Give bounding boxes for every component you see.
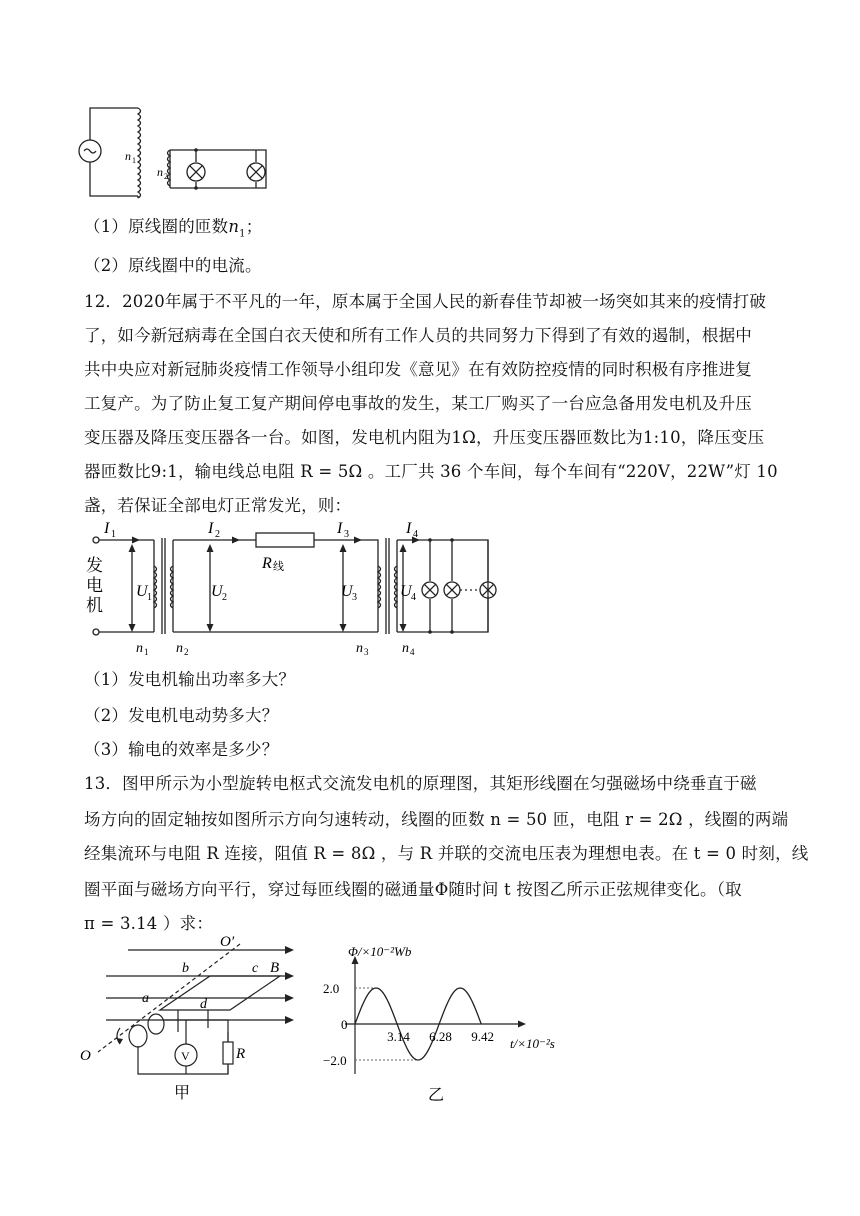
primary-coil-icon	[138, 108, 141, 198]
I4-subscript: 4	[413, 529, 418, 540]
I2-subscript: 2	[215, 529, 220, 540]
slip-ring-icon	[129, 1025, 147, 1047]
q12-sub3: （3）输电的效率是多少？	[84, 740, 279, 759]
q13-line-2: 场方向的固定轴按如图所示方向匀速转动，线圈的匝数 n = 50 匝，电阻 r = 2Ω ，线圈的两端	[84, 810, 789, 829]
R-line-label: R	[262, 555, 272, 572]
n1-label: n	[125, 149, 131, 163]
n4-label: n	[402, 641, 409, 656]
x-tick-label: 9.42	[471, 1029, 494, 1044]
generator-label-3: 机	[86, 596, 103, 615]
n1-label: n	[136, 641, 143, 656]
c-label: c	[252, 961, 259, 976]
q12-line-4: 工复产。为了防止复工复产期间停电事故的发生，某工厂购买了一台应急备用发电机及升压	[84, 394, 752, 413]
terminal-icon	[93, 537, 99, 543]
n2-subscript: 2	[164, 172, 168, 181]
slip-ring-icon	[148, 1014, 164, 1034]
n1-subscript: 1	[132, 156, 136, 165]
I3-subscript: 3	[344, 529, 349, 540]
U3-label: U	[341, 583, 353, 600]
B-label: B	[270, 960, 280, 976]
y-tick-label: 0	[341, 1017, 348, 1032]
U3-subscript: 3	[352, 592, 357, 603]
figure-caption-yi: 乙	[428, 1087, 445, 1104]
y-tick-label: −2.0	[323, 1053, 347, 1068]
n2-label: n	[176, 641, 183, 656]
R-label: R	[236, 1046, 246, 1062]
U1-subscript: 1	[147, 592, 152, 603]
generator-principle-figure	[78, 932, 308, 1102]
n2-subscript: 2	[184, 647, 189, 657]
line-resistor-icon	[256, 533, 314, 547]
a-label: a	[142, 991, 149, 1006]
q13-line-4: 圈平面与磁场方向平行，穿过每匝线圈的磁通量Φ随时间 t 按图乙所示正弦规律变化。（取	[84, 880, 742, 899]
I1-label: I	[104, 520, 110, 537]
U2-label: U	[211, 583, 223, 600]
U2-subscript: 2	[222, 592, 227, 603]
I1-subscript: 1	[111, 529, 116, 540]
V-label: V	[181, 1049, 190, 1063]
q12-line-5: 变压器及降压变压器各一台。如图，发电机内阻为1Ω，升压变压器匝数比为1:10，降压变压	[84, 428, 765, 447]
y-axis-label: Φ/×10⁻²Wb	[348, 944, 412, 959]
U1-label: U	[136, 583, 148, 600]
q12-sub2: （2）发电机电动势多大？	[84, 706, 279, 725]
I4-label: I	[406, 520, 412, 537]
I2-label: I	[208, 520, 214, 537]
b-label: b	[182, 961, 189, 976]
q12-line-6: 器匝数比9:1，输电线总电阻 R = 5Ω 。工厂共 36 个车间，每个车间有“220V，22W”灯 10	[84, 462, 778, 481]
q12-line-7: 盏，若保证全部电灯正常发光，则：	[84, 496, 352, 515]
q11-sub2: （2）原线圈中的电流。	[84, 256, 262, 275]
n3-subscript: 3	[364, 647, 369, 657]
q12-line-1: 12．2020年属于不平凡的一年，原本属于全国人民的新春佳节却被一场突如其来的疫情打破	[84, 292, 767, 311]
figure-caption-jia: 甲	[174, 1085, 191, 1102]
generator-label-1: 发	[86, 556, 103, 575]
x-axis-label: t/×10⁻²s	[510, 1036, 555, 1051]
n4-subscript: 4	[410, 647, 415, 657]
U4-label: U	[400, 583, 412, 600]
q11-sub1: （1）原线圈的匝数$n_1$；	[84, 217, 263, 240]
x-tick-label: 6.28	[429, 1029, 452, 1044]
n2-label: n	[157, 165, 163, 179]
q13-line-5: π = 3.14 ）求：	[84, 914, 214, 933]
q13-line-3: 经集流环与电阻 R 连接，阻值 R = 8Ω ，与 R 并联的交流电压表为理想电表。在 t = 0 时刻，线	[84, 844, 809, 863]
q12-line-3: 共中央应对新冠肺炎疫情工作领导小组印发《意见》在有效防控疫情的同时积极有序推进复	[84, 360, 752, 379]
q12-sub1: （1）发电机输出功率多大？	[84, 670, 296, 689]
transformer-figure	[76, 98, 276, 206]
coil-loop-icon	[160, 976, 280, 1010]
U4-subscript: 4	[411, 592, 416, 603]
flux-chart	[320, 944, 580, 1104]
I3-label: I	[337, 520, 343, 537]
R-line-subscript: 线	[273, 561, 284, 573]
resistor-icon	[223, 1042, 233, 1064]
O-prime-label: O′	[220, 934, 235, 950]
n1-subscript: 1	[144, 647, 149, 657]
x-tick-label: 3.14	[387, 1029, 410, 1044]
transmission-circuit-figure	[80, 518, 500, 658]
n3-label: n	[356, 641, 363, 656]
d-label: d	[200, 997, 207, 1012]
y-tick-label: 2.0	[323, 981, 340, 996]
O-label: O	[80, 1048, 91, 1064]
q12-line-2: 了，如今新冠病毒在全国白衣天使和所有工作人员的共同努力下得到了有效的遏制，根据中	[84, 326, 752, 345]
q13-line-1: 13．图甲所示为小型旋转电枢式交流发电机的原理图，其矩形线圈在匀强磁场中绕垂直于磁	[84, 774, 757, 793]
terminal-icon	[93, 629, 99, 635]
generator-label-2: 电	[86, 576, 103, 595]
